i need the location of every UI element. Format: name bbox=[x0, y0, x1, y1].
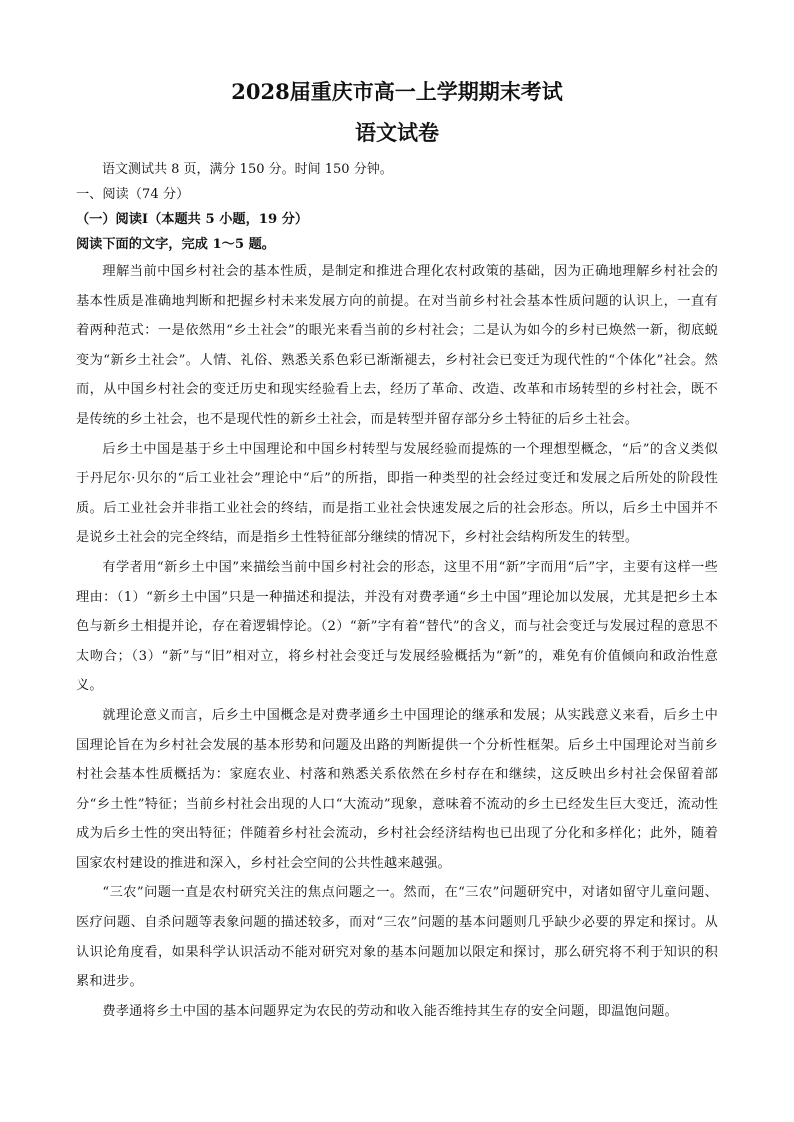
paragraph: 有学者用“新乡土中国”来描绘当前中国乡村社会的形态，这里不用“新”字而用“后”字，主要有这样一些理由：（1）“新乡土中国”只是一种描述和提法，并没有对费孝通“乡土中国”理论加以发展，尤其是把乡土本色与新乡土相提并论，存在着逻辑悖论。（2）“新”字有着“替代”的含义，而与社会变迁与发展过程的意思不太吻合；（3）“新”与“旧”相对立，将乡村社会变迁与发展经验概括为“新”的，难免有价值倾向和政治性意义。 bbox=[76, 559, 718, 694]
section-heading: 一、阅读（74 分） bbox=[76, 187, 190, 202]
document-body bbox=[76, 157, 718, 1026]
paragraph: 费孝通将乡土中国的基本问题界定为农民的劳动和收入能否维持其生存的安全问题，即温饱问题。 bbox=[102, 1003, 679, 1019]
paragraph: 理解当前中国乡村社会的基本性质，是制定和推进合理化农村政策的基础，因为正确地理解乡村社会的基本性质是准确地判断和把握乡村未来发展方向的前提。在对当前乡村社会基本性质问题的认识上，一直有着两种范式：一是依然用“乡土社会”的眼光来看当前的乡村社会；二是认为如今的乡村已焕然一新，彻底蜕变为“新乡土社会”。人情、礼俗、熟悉关系色彩已渐渐褪去，乡村社会已变迁为现代性的“个体化”社会。然而，从中国乡村社会的变迁历史和现实经验看上去，经历了革命、改造、改革和市场转型的乡村社会，既不是传统的乡土社会，也不是现代性的新乡土社会，而是转型并留存部分乡土特征的后乡土社会。 bbox=[76, 264, 718, 427]
reading-prompt: 阅读下面的文字，完成 1～5 题。 bbox=[76, 237, 275, 252]
exam-title: 2028届重庆市高一上学期期末考试 bbox=[231, 79, 563, 104]
exam-instructions: 语文测试共 8 页，满分 150 分。时间 150 分钟。 bbox=[102, 162, 393, 177]
exam-subtitle: 语文试卷 bbox=[355, 120, 439, 145]
paragraph: 就理论意义而言，后乡土中国概念是对费孝通乡土中国理论的继承和发展；从实践意义来看，后乡土中国理论旨在为乡村社会发展的基本形势和问题及出路的判断提供一个分析性框架。后乡土中国理论对当前乡村社会基本性质概括为：家庭农业、村落和熟悉关系依然在乡村存在和继续，这反映出乡村社会保留着部分“乡土性”特征；当前乡村社会出现的人口“大流动”现象，意味着不流动的乡土已经发生巨大变迁，流动性成为后乡土性的突出特征；伴随着乡村社会流动，乡村社会经济结构也已出现了分化和多样化；此外，随着国家农村建设的推进和深入，乡村社会空间的公共性越来越强。 bbox=[76, 707, 718, 871]
paragraph: 后乡土中国是基于乡土中国理论和中国乡村转型与发展经验而提炼的一个理想型概念，“后”的含义类似于丹尼尔·贝尔的“后工业社会”理论中“后”的所指，即指一种类型的社会经过变迁和发展之后所处的阶段性质。后工业社会并非指工业社会的终结，而是指工业社会快速发展之后的社会形态。所以，后乡土中国并不是说乡土社会的完全终结，而是指乡土性特征部分继续的情况下，乡村社会结构所发生的转型。 bbox=[76, 441, 718, 546]
subsection-heading: （一）阅读Ⅰ（本题共 5 小题，19 分） bbox=[76, 212, 309, 227]
paragraph: “三农”问题一直是农村研究关注的焦点问题之一。然而，在“三农”问题研究中，对诸如留守儿童问题、医疗问题、自杀问题等表象问题的描述较多，而对“三农”问题的基本问题则几乎缺少必要的界定和探讨。从认识论角度看，如果科学认识活动不能对研究对象的基本问题加以限定和探讨，那么研究将不利于知识的积累和进步。 bbox=[76, 885, 718, 990]
